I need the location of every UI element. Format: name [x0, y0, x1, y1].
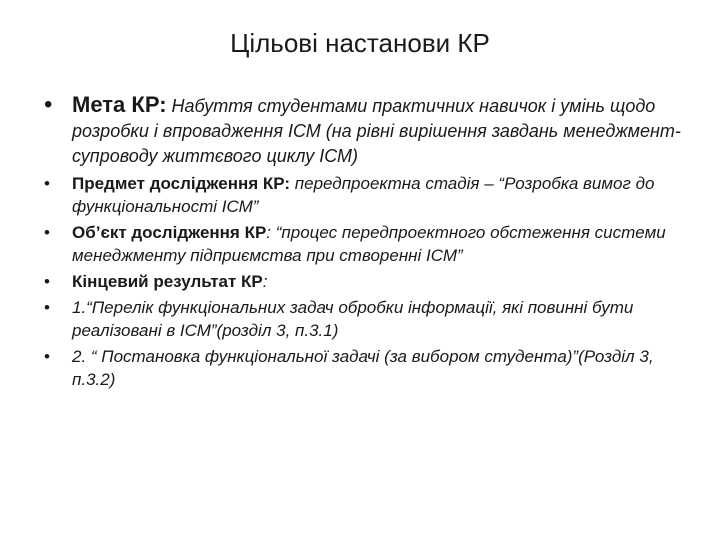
bullet-icon: •: [44, 347, 50, 366]
list-item-subject: [44, 172, 684, 218]
bullet-icon: •: [44, 298, 50, 317]
item-text: Набуття студентами практичних навичок і умінь щодо розробки і впровадження ІСМ (на рівні вирішення завдань менеджмент-супроводу життєвого циклу ІСМ): [72, 96, 681, 166]
list-item-object: [44, 221, 684, 267]
item-text: передпроектна стадія – “Розробка вимог до функціональності ІСМ”: [72, 174, 655, 216]
item-label: Предмет дослідження КР:: [72, 174, 291, 193]
item-text: 2. “ Постановка функціональної задачі (за вибором студента)”(Розділ 3, п.3.2): [72, 347, 654, 389]
item-label: Мета КР:: [72, 92, 167, 117]
list-item-result: [44, 270, 684, 293]
list-item-result-2: [44, 345, 684, 391]
bullet-icon: •: [44, 272, 50, 291]
bullet-icon: •: [44, 91, 53, 118]
bullet-icon: •: [44, 174, 50, 193]
item-text: :: [262, 272, 268, 291]
list-item-goal: [44, 92, 684, 169]
bullet-icon: •: [44, 223, 50, 242]
bullet-list: [44, 92, 684, 394]
item-label: Об’єкт дослідження КР: [72, 223, 267, 242]
item-text: 1.“Перелік функціональних задач обробки інформації, які повинні бути реалізовані в ІСМ”(розділ 3, п.3.1): [72, 298, 634, 340]
item-text: : “процес передпроектного обстеження системи менеджменту підприємства при створенні ІСМ”: [72, 223, 666, 265]
list-item-result-1: [44, 296, 684, 342]
item-label: Кінцевий результат КР: [72, 272, 263, 291]
slide-title: Цільові настанови КР: [230, 28, 490, 58]
